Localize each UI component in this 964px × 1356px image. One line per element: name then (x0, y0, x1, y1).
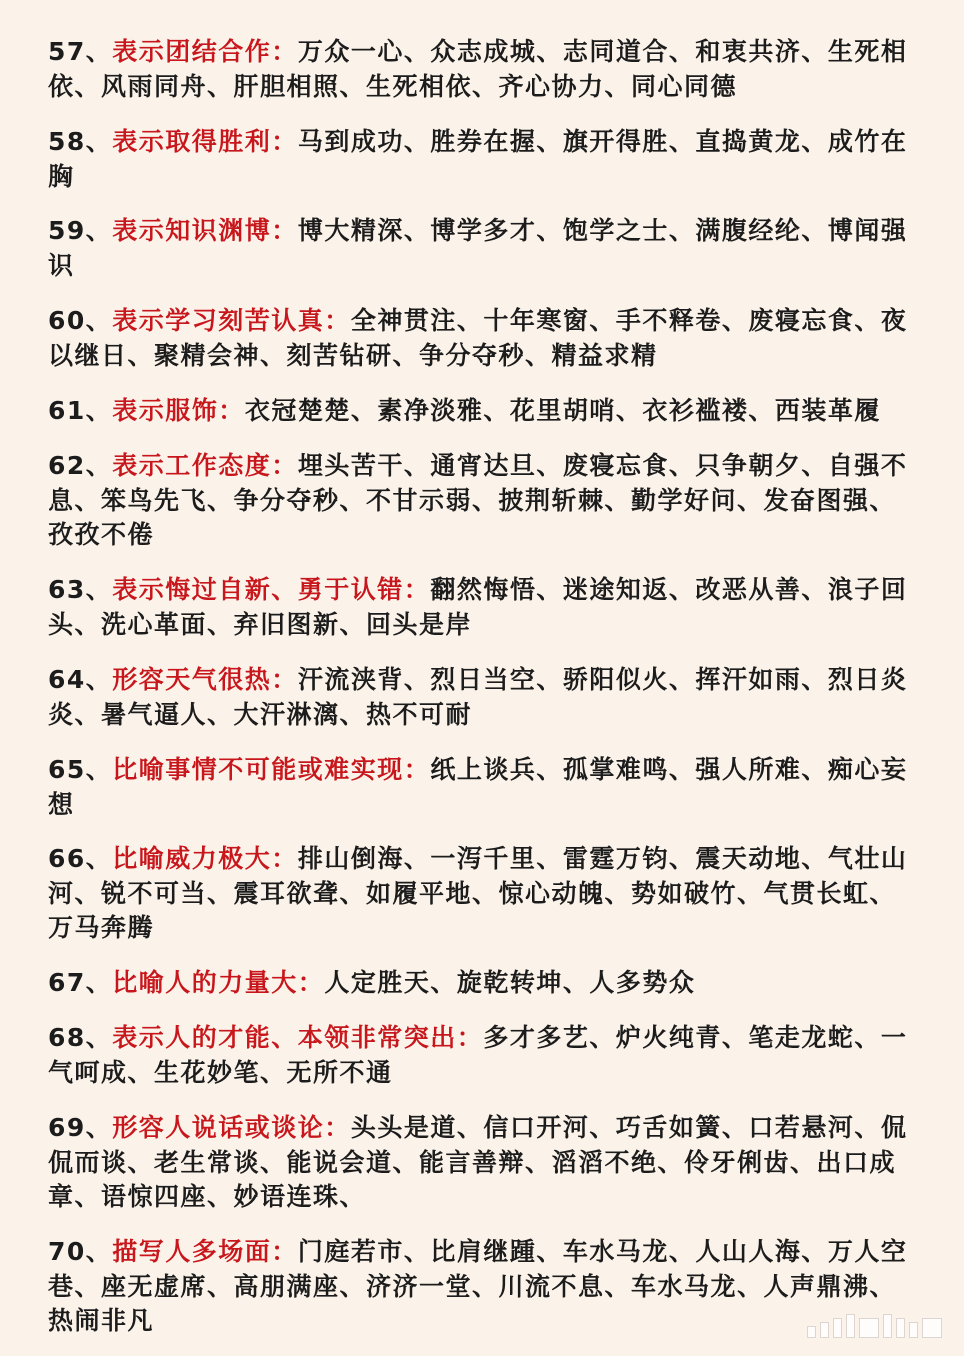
watermark-bar (820, 1322, 829, 1338)
watermark-bar (896, 1318, 905, 1338)
entry-idioms: 排山倒海、一泻千里、雷霆万钧、震天动地、气壮山河、锐不可当、震耳欲聋、如履平地、惊心动魄、势如破竹、气贯长虹、万马奔腾 (48, 844, 908, 942)
entry-category: 形容天气很热： (112, 665, 298, 694)
entry-69 (48, 1111, 920, 1215)
entry-idioms: 博大精深、博学多才、饱学之士、满腹经纶、博闻强识 (48, 216, 908, 280)
entry-number: 70、 (48, 1237, 113, 1266)
entry-70 (48, 1235, 920, 1339)
entry-category: 形容人说话或谈论： (112, 1113, 351, 1142)
entry-category: 比喻威力极大： (112, 844, 298, 873)
watermark-box (859, 1318, 879, 1338)
entry-number: 62、 (48, 451, 113, 480)
entry-category: 表示学习刻苦认真： (112, 306, 351, 335)
entry-idioms: 纸上谈兵、孤掌难鸣、强人所难、痴心妄想 (48, 755, 908, 819)
entry-idioms: 头头是道、信口开河、巧舌如簧、口若悬河、侃侃而谈、老生常谈、能说会道、能言善辩、滔滔不绝、伶牙俐齿、出口成 章、语惊四座、妙语连珠、 (48, 1113, 908, 1211)
entry-number: 69、 (48, 1113, 113, 1142)
entry-idioms: 多才多艺、炉火纯青、笔走龙蛇、一气呵成、生花妙笔、无所不通 (48, 1023, 908, 1087)
entry-idioms: 衣冠楚楚、素净淡雅、花里胡哨、衣衫褴褛、西装革履 (244, 396, 881, 425)
entry-category: 表示团结合作： (112, 37, 298, 66)
entry-number: 60、 (48, 306, 113, 335)
entry-number: 61、 (48, 396, 113, 425)
entry-idioms: 马到成功、胜券在握、旗开得胜、直捣黄龙、成竹在胸 (48, 127, 908, 191)
entry-idioms: 汗流浃背、烈日当空、骄阳似火、挥汗如雨、烈日炎炎、暑气逼人、大汗淋漓、热不可耐 (48, 665, 908, 729)
watermark-logo-icon (807, 1314, 942, 1338)
entry-category: 表示知识渊博： (112, 216, 298, 245)
watermark-bar (909, 1322, 918, 1338)
entry-57 (48, 35, 920, 104)
watermark-bar (807, 1326, 816, 1338)
entry-number: 68、 (48, 1023, 113, 1052)
entry-number: 59、 (48, 216, 113, 245)
entry-number: 64、 (48, 665, 113, 694)
entry-idioms: 万众一心、众志成城、志同道合、和衷共济、生死相依、风雨同舟、肝胆相照、生死相依、齐心协力、同心同德 (48, 37, 908, 101)
entry-59 (48, 214, 920, 283)
entry-number: 65、 (48, 755, 113, 784)
entry-idioms: 全神贯注、十年寒窗、手不释卷、废寝忘食、夜以继日、聚精会神、刻苦钻研、争分夺秒、精益求精 (48, 306, 908, 370)
entry-category: 表示人的才能、本领非常突出： (112, 1023, 484, 1052)
entry-67 (48, 966, 920, 1001)
entry-65 (48, 753, 920, 822)
watermark-bar (833, 1318, 842, 1338)
entry-number: 57、 (48, 37, 113, 66)
entry-61 (48, 394, 920, 429)
entry-category: 表示悔过自新、勇于认错： (112, 575, 431, 604)
entry-category: 描写人多场面： (112, 1237, 298, 1266)
entry-category: 表示取得胜利： (112, 127, 298, 156)
entry-category: 表示工作态度： (112, 451, 298, 480)
watermark-bar (883, 1314, 892, 1338)
entry-60 (48, 304, 920, 373)
entry-62 (48, 449, 920, 553)
entry-number: 63、 (48, 575, 113, 604)
entry-category: 表示服饰： (112, 396, 245, 425)
entry-number: 67、 (48, 968, 113, 997)
watermark-box (922, 1318, 942, 1338)
entry-68 (48, 1021, 920, 1090)
entry-idioms: 门庭若市、比肩继踵、车水马龙、人山人海、万人空巷、座无虚席、高朋满座、济济一堂、川流不息、车水马龙、人声鼎沸、热闹非凡 (48, 1237, 908, 1335)
entry-number: 66、 (48, 844, 113, 873)
entry-66 (48, 842, 920, 946)
entry-category: 比喻事情不可能或难实现： (112, 755, 431, 784)
watermark-bar (846, 1314, 855, 1338)
entry-64 (48, 663, 920, 732)
entry-58 (48, 125, 920, 194)
entry-category: 比喻人的力量大： (112, 968, 325, 997)
entry-idioms: 埋头苦干、通宵达旦、废寝忘食、只争朝夕、自强不息、笨鸟先飞、争分夺秒、不甘示弱、披荆斩棘、勤学好问、发奋图强、孜孜不倦 (48, 451, 908, 549)
entry-number: 58、 (48, 127, 113, 156)
entry-idioms: 翻然悔悟、迷途知返、改恶从善、浪子回头、洗心革面、弃旧图新、回头是岸 (48, 575, 908, 639)
entry-idioms: 人定胜天、旋乾转坤、人多势众 (324, 968, 696, 997)
entry-63 (48, 573, 920, 642)
